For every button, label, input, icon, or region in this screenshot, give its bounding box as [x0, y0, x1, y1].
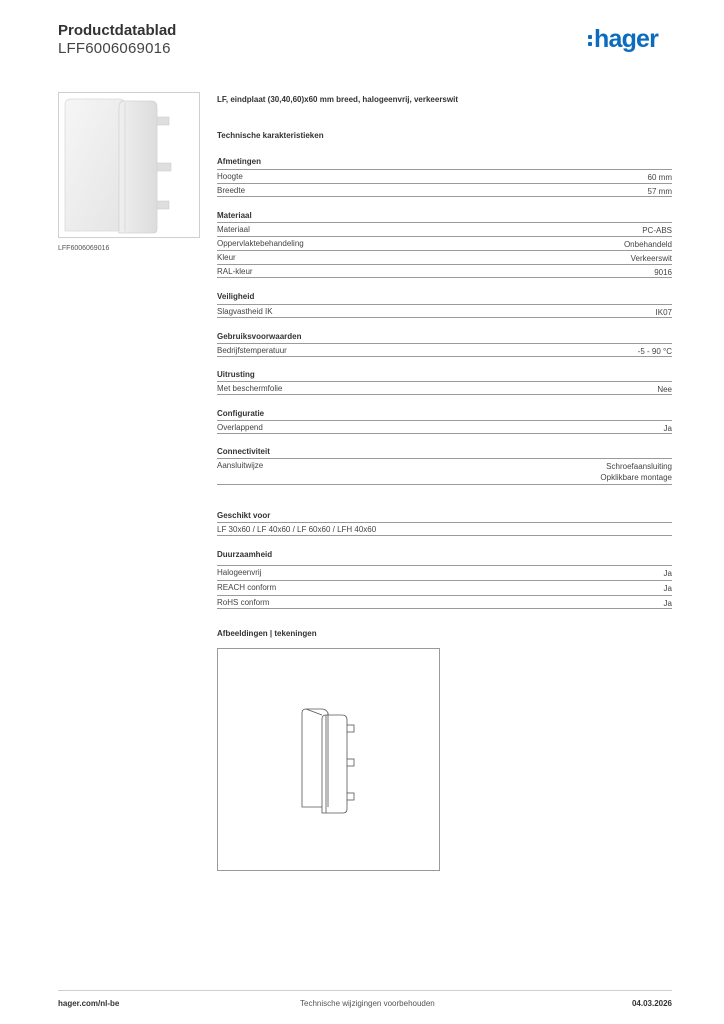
spec-label: Aansluitwijze	[217, 461, 264, 470]
spec-label: Oppervlaktebehandeling	[217, 239, 304, 248]
spec-label: Bedrijfstemperatuur	[217, 346, 287, 355]
spec-row	[217, 304, 672, 318]
spec-row	[217, 580, 672, 594]
thumbnail-caption: LFF6006069016	[58, 245, 110, 252]
spec-label: RoHS conform	[217, 598, 270, 607]
spec-value: 60 mm	[647, 173, 672, 182]
end-plate-drawing-icon	[218, 649, 439, 870]
spec-value: -5 - 90 °C	[637, 347, 672, 356]
spec-value	[600, 461, 672, 483]
spec-value-line: Schroefaansluiting	[606, 462, 672, 471]
section-title-equipment: Uitrusting	[217, 370, 255, 379]
spec-row	[217, 183, 672, 197]
spec-label: Materiaal	[217, 225, 250, 234]
footer-date: 04.03.2026	[631, 999, 672, 1008]
spec-label: Halogeenvrij	[217, 568, 262, 577]
section-title-configuration: Configuratie	[217, 409, 265, 418]
technical-characteristics-title: Technische karakteristieken	[217, 131, 324, 140]
spec-row	[217, 264, 672, 278]
spec-label: Breedte	[217, 186, 246, 195]
spec-label: Overlappend	[217, 423, 263, 432]
spec-label: RAL-kleur	[217, 267, 253, 276]
section-title-suitable-for: Geschikt voor	[217, 511, 271, 520]
spec-label: Hoogte	[217, 172, 243, 181]
spec-label: Met beschermfolie	[217, 384, 283, 393]
spec-row	[217, 565, 672, 579]
spec-row	[217, 381, 672, 395]
spec-value: Ja	[663, 599, 672, 608]
product-thumbnail	[58, 92, 200, 238]
spec-row	[217, 522, 672, 536]
spec-value: PC-ABS	[642, 226, 672, 235]
footer-website-link[interactable]: hager.com/nl-be	[58, 999, 120, 1008]
spec-row	[217, 236, 672, 250]
page-title: Productdatablad	[58, 22, 177, 39]
spec-row	[217, 458, 672, 485]
spec-value: Verkeerswit	[630, 254, 672, 263]
logo-text: hager	[594, 25, 659, 53]
spec-row	[217, 250, 672, 264]
spec-label: REACH conform	[217, 583, 277, 592]
spec-value: IK07	[655, 308, 672, 317]
footer-disclaimer: Technische wijzigingen voorbehouden	[300, 999, 435, 1008]
spec-row	[217, 169, 672, 183]
section-title-conditions: Gebruiksvoorwaarden	[217, 332, 302, 341]
spec-value-line: Opklikbare montage	[600, 473, 672, 482]
spec-row	[217, 343, 672, 357]
spec-value: Ja	[663, 584, 672, 593]
hager-logo	[588, 24, 658, 60]
product-code: LFF6006069016	[58, 40, 171, 57]
spec-label: Slagvastheid IK	[217, 307, 273, 316]
spec-value: Ja	[663, 569, 672, 578]
logo-colon-icon	[588, 33, 592, 47]
spec-label: LF 30x60 / LF 40x60 / LF 60x60 / LFH 40x60	[217, 525, 377, 534]
section-title-safety: Veiligheid	[217, 292, 255, 301]
section-title-connectivity: Connectiviteit	[217, 447, 270, 456]
spec-value: Onbehandeld	[623, 240, 672, 249]
section-title-material: Materiaal	[217, 211, 252, 220]
section-title-sustainability: Duurzaamheid	[217, 550, 273, 559]
spec-value: Ja	[663, 424, 672, 433]
spec-value: 9016	[654, 268, 672, 277]
product-drawing	[217, 648, 440, 871]
images-section-title: Afbeeldingen | tekeningen	[217, 629, 317, 638]
end-plate-photo-icon	[59, 93, 199, 237]
section-title-dimensions: Afmetingen	[217, 157, 261, 166]
spec-value: Nee	[657, 385, 672, 394]
product-title: LF, eindplaat (30,40,60)x60 mm breed, halogeenvrij, verkeerswit	[217, 95, 458, 104]
spec-label: Kleur	[217, 253, 236, 262]
spec-row	[217, 595, 672, 609]
spec-row	[217, 222, 672, 236]
spec-row	[217, 420, 672, 434]
spec-value: 57 mm	[647, 187, 672, 196]
footer-divider	[58, 990, 672, 991]
